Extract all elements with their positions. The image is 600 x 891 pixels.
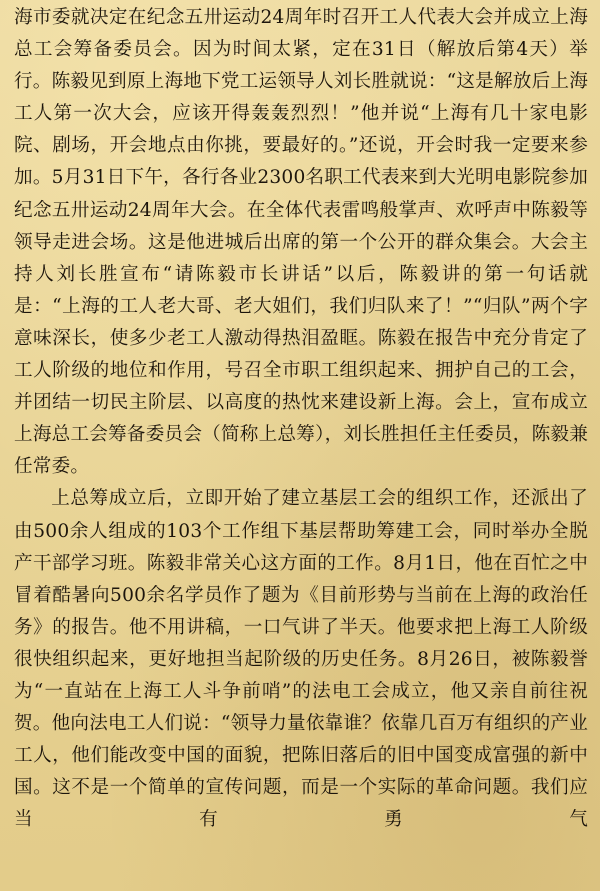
paragraph-1: 海市委就决定在纪念五卅运动24周年时召开工人代表大会并成立上海总工会筹备委员会。因为时间太紧，定在31日（解放后第4天）举行。陈毅见到原上海地下党工运领导人刘长胜就说：“这是解放后上海工人第一次大会，应该开得轰轰烈烈！”他并说“上海有几十家电影院、剧场，开会地点由你挑，要最好的。”还说，开会时我一定要来参加。5月31日下午，各行各业2300名职工代表来到大光明电影院参加纪念五卅运动24周年大会。在全体代表雷鸣般掌声、欢呼声中陈毅等领导走进会场。这是他进城后出席的第一个公开的群众集会。大会主持人刘长胜宣布“请陈毅市长讲话”以后，陈毅讲的第一句话就是：“上海的工人老大哥、老大姐们，我们归队来了！”“归队”两个字意味深长，使多少老工人激动得热泪盈眶。陈毅在报告中充分肯定了工人阶级的地位和作用，号召全市职工组织起来、拥护自己的工会，并团结一切民主阶层、以高度的热忱来建设新上海。会上，宣布成立上海总工会筹备委员会（简称上总筹），刘长胜担任主任委员，陈毅兼任常委。 [14, 7, 588, 478]
paragraph-2: 上总筹成立后，立即开始了建立基层工会的组织工作，还派出了由500余人组成的103个工作组下基层帮助筹建工会，同时举办全脱产干部学习班。陈毅非常关心这方面的工作。8月1日，他在百忙之中冒着酷暑向500余名学员作了题为《目前形势与当前在上海的政治任务》的报告。他不用讲稿，一口气讲了半天。他要求把上海工人阶级很快组织起来，更好地担当起阶级的历史任务。8月26日，被陈毅誉为“一直站在上海工人斗争前哨”的法电工会成立，他又亲自前往祝贺。他向法电工人们说：“领导力量依靠谁？依靠几百万有组织的产业工人，他们能改变中国的面貌，把陈旧落后的旧中国变成富强的新中国。这不是一个简单的宣传问题，而是一个实际的革命问题。我们应当有勇气 [14, 488, 588, 831]
